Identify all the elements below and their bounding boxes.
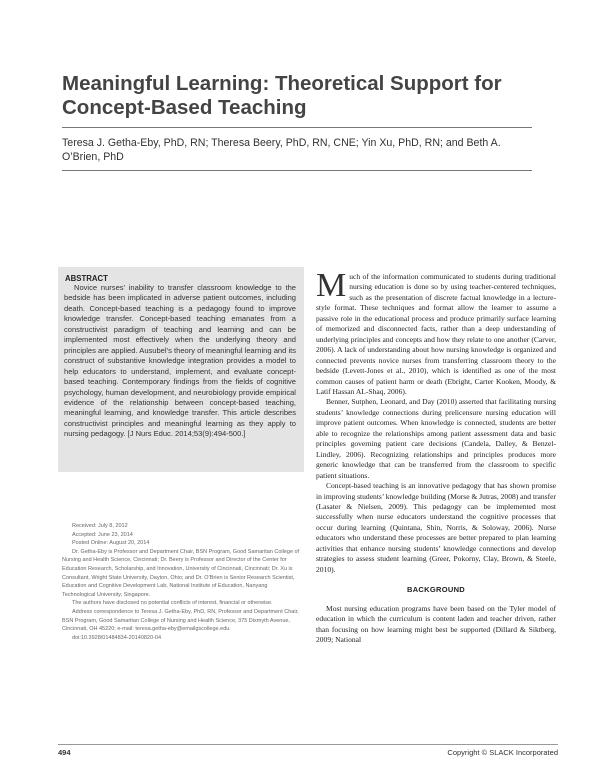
article-notes xyxy=(62,522,302,642)
paragraph-intro: Much of the information communicated to students during traditional nursing education is done so by using teacher-centered techniques, such as the presentation of discrete factual knowledge in a lecture-style format. These techniques and format allow the learner to assume a passive role in the educational process and produce primarily surface learning of memorized and disconnected facts, rather than a deep understanding of underlying principles and concepts and how they relate to one another (Carver, 2006). A lack of understanding about how nursing knowledge is organized and connected prevents novice nurses from transferring classroom theory to the bedside (Levett-Jones et al., 2010), which is identified as one of the most common causes of patient harm or death (Ebright, Carter Kooken, Moody, & Latif Hassan AL-Shaq, 2006). xyxy=(316,267,556,396)
accepted-date: Accepted: June 23, 2014 xyxy=(72,531,133,538)
page-number: 494 xyxy=(58,748,71,757)
body-column xyxy=(316,267,556,645)
received-date: Received: July 8, 2012 xyxy=(72,523,128,529)
copyright-notice: Copyright © SLACK Incorporated xyxy=(447,748,558,757)
abstract-text: Novice nurses’ inability to transfer classroom knowledge to the bedside has been implicated in adverse patient outcomes, including death. Concept-based teaching is a pedagogy found to improve knowledge transfer. Concept-based teaching emanates from a constructivist paradigm of teaching and learning and can be implemented most effectively when the underlying theory and principles are applied. Ausubel’s theory of meaningful learning and its construct of substantive knowledge integration provides a model to help educators to understand, implement, and evaluate concept-based teaching. Contemporary findings from the fields of cognitive psychology, human development, and neurobiology provide empirical evidence of the relationship between concept-based teaching, meaningful learning, and knowledge transfer. This article describes constructivist principles and meaningful learning as they apply to nursing pedagogy. [J Nurs Educ. 2014;53(9):494-500.] xyxy=(64,283,296,439)
doi: doi:10.3928/01484834-20140820-04 xyxy=(72,634,161,641)
author-affiliations: Dr. Getha-Eby is Professor and Department Chair, BSN Program, Good Samaritan College of Nursing and Health Science, Cincinnati; Dr. Beery is Professor and Director of the Center for Education Research, Scholarship, and Innovation, University of Cincinnati, Cincinnati; Dr. Xu is Consultant, Wright State University, Dayton, Ohio; and Dr. O’Brien is Senior Research Scientist, Education and Cognitive Development Lab, National Institute of Education, Nanyang Technological University, Singapore. xyxy=(62,548,300,598)
correspondence-note: Address correspondence to Teresa J. Getha-Eby, PhD, RN, Professor and Department Chair, BSN Program, Good Samaritan College of Nursing and Health Science, 375 Dixmyth Avenue, Cincinnati, OH 45220; e-mail: teresa.getha-eby@emailgscollege.edu. xyxy=(62,608,299,633)
paragraph-background: Most nursing education programs have been based on the Tyler model of education in which the curriculum is content laden and teacher driven, rather than focusing on how learning might best be supported (Dillard & Siktberg, 2009; National xyxy=(316,603,556,644)
posted-date: Posted Online: August 20, 2014 xyxy=(72,540,150,547)
drop-cap: M xyxy=(316,267,347,304)
paragraph-concept-based: Concept-based teaching is an innovative pedagogy that has shown promise in improving students’ knowledge building (Morse & Jutras, 2008) and transfer (Lasater & Nielsen, 2009). This pedagogy can be implemented most successfully when nurse educators understand the cognitive processes that occur during learning (Quintana, Shin, Norris, & Soloway, 2006). Nurse educators who understand these processes are better prepared to plan learning activities that enhance nursing students’ knowledge connections and develop strategies to assess student learning (Greer, Pokorny, Clay, Brown, & Steele, 2010). xyxy=(316,481,556,574)
footer-divider xyxy=(58,744,558,745)
paragraph-benner: Benner, Sutphen, Leonard, and Day (2010) asserted that facilitating nursing students’ knowledge connections during prelicensure nursing education will improve patient outcomes. When knowledge is connected, students are better able to recognize the relationships among patient assessment data and basic principles governing patient care decisions (Candela, Dalley, & Benzel-Lindley, 2006). Recognizing relationships and principles produces more generic knowledge that can be transferred from the classroom to specific patient situations. xyxy=(316,397,556,480)
disclosure-note: The authors have disclosed no potential conflicts of interest, financial or otherwise. xyxy=(72,600,273,607)
abstract-heading: ABSTRACT xyxy=(65,274,108,283)
authors-divider xyxy=(62,170,532,171)
background-heading: BACKGROUND xyxy=(407,585,465,595)
author-list: Teresa J. Getha-Eby, PhD, RN; Theresa Beery, PhD, RN, CNE; Yin Xu, PhD, RN; and Beth A. O’Brien, PhD xyxy=(62,137,501,163)
article-title: Meaningful Learning: Theoretical Support for Concept-Based Teaching xyxy=(62,72,502,119)
title-divider xyxy=(62,127,532,128)
